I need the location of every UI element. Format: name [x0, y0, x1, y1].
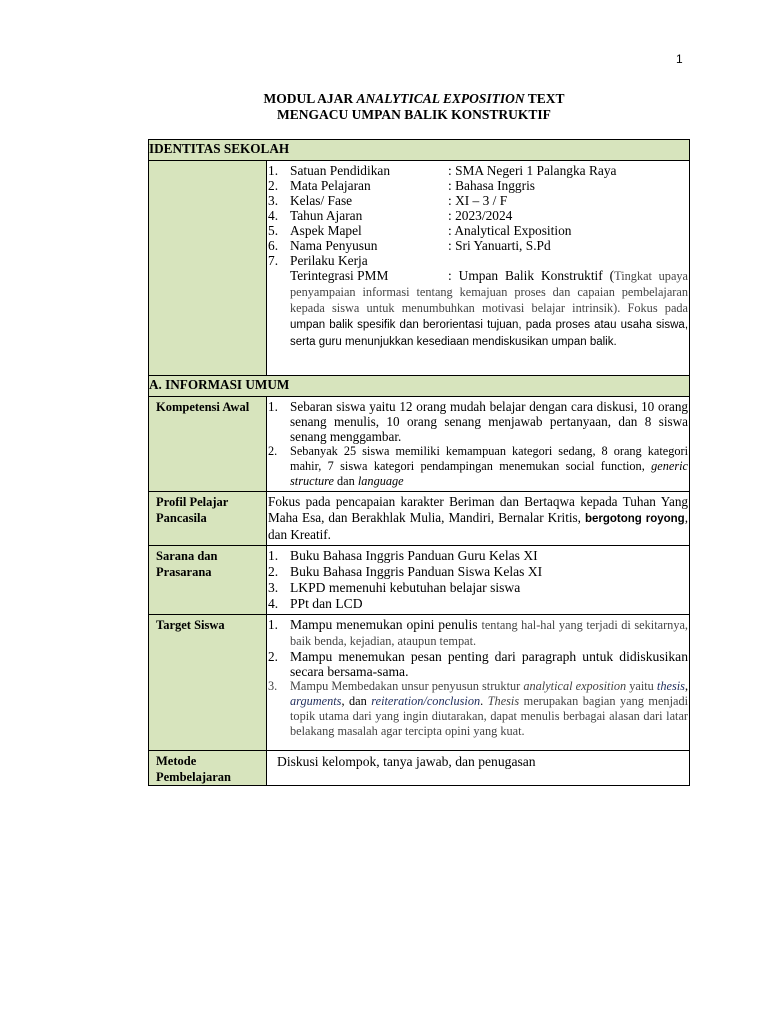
identitas-item: 2. Mata Pelajaran : Bahasa Inggris — [268, 178, 536, 193]
metode-row — [149, 751, 690, 786]
identitas-item: 4. Tahun Ajaran : 2023/2024 — [268, 208, 513, 223]
sarana-item: 3. LKPD memenuhi kebutuhan belajar siswa — [268, 580, 521, 595]
metode-label: Metode Pembelajaran — [149, 751, 267, 786]
module-table — [148, 139, 690, 786]
informasi-umum-header-row — [149, 376, 690, 397]
informasi-umum-header: A. INFORMASI UMUM — [149, 376, 690, 397]
identitas-item: 3. Kelas/ Fase : XI – 3 / F — [268, 193, 508, 208]
sarana-row — [149, 546, 690, 615]
title-line-1: MODUL AJAR ANALYTICAL EXPOSITION TEXT — [263, 91, 565, 106]
identitas-header: IDENTITAS SEKOLAH — [149, 140, 690, 161]
identitas-item: 6. Nama Penyusun : Sri Yanuarti, S.Pd — [268, 238, 551, 253]
identitas-item: 1. Satuan Pendidikan : SMA Negeri 1 Palangka Raya — [268, 163, 617, 178]
identitas-item-7: 7. Perilaku Kerja Terintegrasi PMM : Umpan Balik Konstruktif (Tingkat upaya penyampaian informasi tentang kemajuan proses dan capaian pembelajaran kepada siswa untuk menumbuhkan motivasi belajar intrinsik). Fokus pada umpan balik spesifik dan berorientasi tujuan, pada proses atau usaha siswa, serta guru menunjukkan kesediaan mendiskusikan umpan balik. — [268, 253, 689, 348]
kompetensi-label: Kompetensi Awal — [149, 397, 267, 492]
target-label: Target Siswa — [149, 615, 267, 751]
sarana-item: 4. PPt dan LCD — [268, 596, 363, 611]
target-content — [267, 615, 690, 751]
target-item: 1. Mampu menemukan opini penulis tentang hal-hal yang terjadi di sekitarnya, baik benda, kejadian, ataupun tempat. — [268, 617, 689, 648]
sarana-item: 2. Buku Bahasa Inggris Panduan Siswa Kelas XI — [268, 564, 543, 579]
identitas-row — [149, 161, 690, 376]
kompetensi-content — [267, 397, 690, 492]
page-number: 1 — [676, 52, 683, 66]
identitas-label-cell — [149, 161, 267, 376]
identitas-content — [267, 161, 690, 376]
identitas-item: 5. Aspek Mapel : Analytical Exposition — [268, 223, 572, 238]
profil-content: Fokus pada pencapaian karakter Beriman dan Bertaqwa kepada Tuhan Yang Maha Esa, dan Berakhlak Mulia, Mandiri, Bernalar Kritis, bergotong royong, dan Kreatif. — [267, 492, 690, 546]
profil-label: Profil Pelajar Pancasila — [149, 492, 267, 546]
kompetensi-item: 2. Sebanyak 25 siswa memiliki kemampuan kategori sedang, 8 orang kategori mahir, 7 siswa kategori pendampingan menemukan social function, generic structure dan language — [268, 444, 689, 488]
identitas-header-row — [149, 140, 690, 161]
target-item: 2. Mampu menemukan pesan penting dari paragraph untuk didiskusikan secara bersama-sama. — [268, 649, 689, 679]
profil-row — [149, 492, 690, 546]
sarana-content — [267, 546, 690, 615]
target-item: 3. Mampu Membedakan unsur penyusun struktur analytical exposition yaitu thesis, arguments, dan reiteration/conclusion. Thesis merupakan bagian yang menjadi topik utama dari yang ingin diutarakan, dapat menulis berbagai alasan dari latar belakang masalah agar tercipta opini yang kuat. — [268, 679, 689, 738]
document-title — [0, 91, 768, 123]
sarana-label: Sarana dan Prasarana — [149, 546, 267, 615]
target-row — [149, 615, 690, 751]
kompetensi-item: 1. Sebaran siswa yaitu 12 orang mudah belajar dengan cara diskusi, 10 orang senang menulis, 10 orang senang menjawab pertanyaan, dan 8 siswa senang menggambar. — [268, 399, 689, 444]
metode-content: Diskusi kelompok, tanya jawab, dan penugasan — [267, 751, 690, 786]
sarana-item: 1. Buku Bahasa Inggris Panduan Guru Kelas XI — [268, 548, 538, 563]
kompetensi-row — [149, 397, 690, 492]
title-line-2: MENGACU UMPAN BALIK KONSTRUKTIF — [277, 107, 551, 122]
